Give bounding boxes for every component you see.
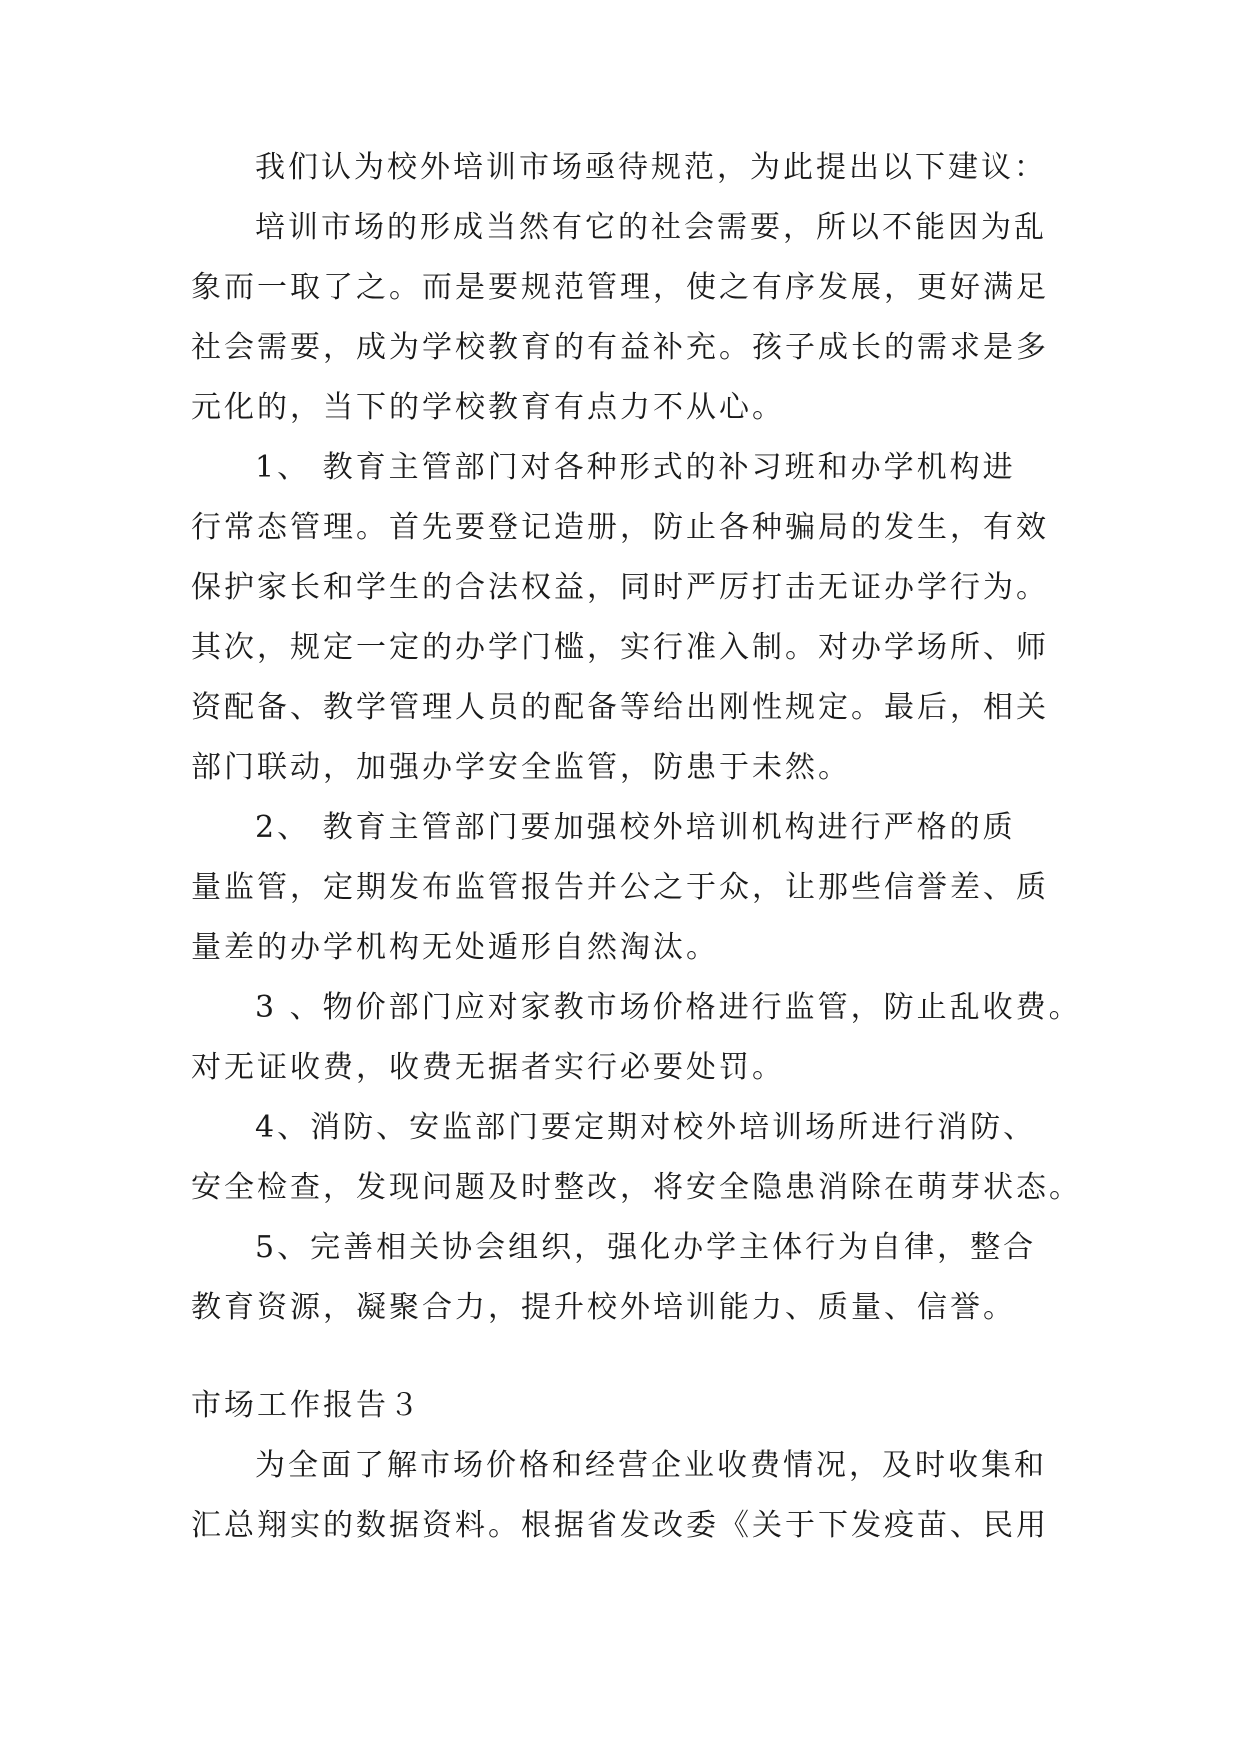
paragraph-line: 部门联动，加强办学安全监管，防患于未然。 (191, 750, 851, 785)
paragraph-line: 教育资源，凝聚合力，提升校外培训能力、质量、信誉。 (191, 1290, 1016, 1325)
paragraph-line: 元化的，当下的学校教育有点力不从心。 (191, 390, 785, 425)
paragraph-line: 培训市场的形成当然有它的社会需要，所以不能因为乱 (255, 210, 1047, 245)
report-section (191, 1376, 1071, 1556)
paragraph-line: 其次，规定一定的办学门槛，实行准入制。对办学场所、师 (191, 630, 1049, 665)
paragraph-line: 5、完善相关协会组织，强化办学主体行为自律，整合 (255, 1230, 1037, 1265)
paragraph-line: 我们认为校外培训市场亟待规范，为此提出以下建议： (255, 150, 1047, 185)
section-heading: 市场工作报告３ (191, 1388, 422, 1423)
paragraph-line: 社会需要，成为学校教育的有益补充。孩子成长的需求是多 (191, 330, 1049, 365)
paragraph-line: 资配备、教学管理人员的配备等给出刚性规定。最后，相关 (191, 690, 1049, 725)
paragraph-line: 安全检查，发现问题及时整改，将安全隐患消除在萌芽状态。 (191, 1170, 1082, 1205)
paragraph-line: 2、 教育主管部门要加强校外培训机构进行严格的质 (255, 810, 1016, 845)
paragraph-line: 1、 教育主管部门对各种形式的补习班和办学机构进 (255, 450, 1016, 485)
paragraph-line: 量差的办学机构无处遁形自然淘汰。 (191, 930, 719, 965)
suggestions-section (191, 138, 1082, 1338)
paragraph-line: 保护家长和学生的合法权益，同时严厉打击无证办学行为。 (191, 570, 1049, 605)
paragraph-line: 4、消防、安监部门要定期对校外培训场所进行消防、 (255, 1110, 1037, 1145)
paragraph-line: 对无证收费，收费无据者实行必要处罚。 (191, 1050, 785, 1085)
paragraph-line: 行常态管理。首先要登记造册，防止各种骗局的发生，有效 (191, 510, 1049, 545)
paragraph-line: 为全面了解市场价格和经营企业收费情况，及时收集和 (255, 1448, 1047, 1483)
paragraph-line: 量监管，定期发布监管报告并公之于众，让那些信誉差、质 (191, 870, 1049, 905)
paragraph-line: 象而一取了之。而是要规范管理，使之有序发展，更好满足 (191, 270, 1049, 305)
paragraph-line: 3 、物价部门应对家教市场价格进行监管，防止乱收费。 (255, 990, 1082, 1025)
paragraph-line: 汇总翔实的数据资料。根据省发改委《关于下发疫苗、民用 (191, 1508, 1049, 1543)
